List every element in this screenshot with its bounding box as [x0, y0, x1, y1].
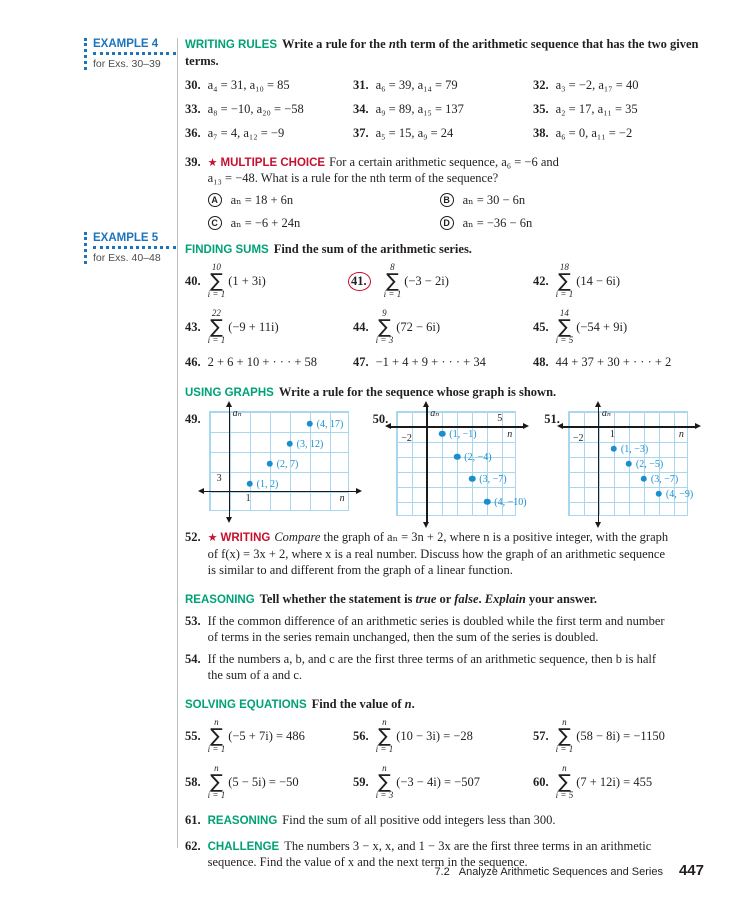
- sequence-graph-49: [209, 407, 349, 511]
- sum-expression: (−54 + 9i): [576, 320, 628, 335]
- equation: (−5 + 7i) = 486: [228, 729, 305, 744]
- reasoning-instruction-true: true: [415, 591, 437, 606]
- y-axis-arrow-up: [423, 401, 429, 407]
- equation: (58 − 8i) = −1150: [576, 729, 665, 744]
- answer-choices: [208, 192, 560, 231]
- section-title: Analyze Arithmetic Sequences and Series: [458, 866, 663, 878]
- example4-badge: [84, 38, 176, 70]
- using-graphs-instruction: Write a rule for the sequence whose graph is shown.: [278, 385, 557, 400]
- star-icon: ★: [207, 156, 218, 169]
- exercise-45: [533, 306, 705, 348]
- writing-rules-heading: [185, 36, 705, 69]
- summation: [556, 309, 574, 345]
- exercise-number: 62.: [185, 838, 201, 853]
- summation: [556, 764, 574, 800]
- choice-c: [208, 215, 440, 231]
- page-number: 447: [678, 862, 704, 879]
- sigma-symbol: ∑: [558, 725, 571, 747]
- exercise-number-circled: 41.: [348, 272, 371, 291]
- sigma-symbol: ∑: [558, 316, 571, 339]
- x-axis-tick: 1: [245, 492, 251, 504]
- exercise-number: 48.: [533, 355, 549, 370]
- point-label: (2, −5): [635, 458, 664, 470]
- y-axis-tick: −2: [572, 432, 584, 444]
- data-point: [306, 421, 313, 428]
- y-axis-label: aₙ: [430, 407, 440, 419]
- exercises-46-48: [185, 354, 705, 370]
- exercise-35: [533, 101, 705, 117]
- choice-d: [440, 215, 560, 231]
- sum-lower-limit: i = 1: [555, 289, 574, 300]
- exercise-51: [544, 407, 694, 516]
- sum-upper-limit: 14: [559, 308, 569, 319]
- exercise-61: [185, 812, 705, 829]
- sum-upper-limit: n: [382, 763, 387, 773]
- sum-upper-limit: n: [382, 717, 387, 727]
- sigma-symbol: ∑: [558, 270, 571, 293]
- exercise-math: a₃ = −2, a₁₇ = 40: [555, 77, 639, 92]
- exercise-number: 31.: [353, 77, 369, 92]
- sigma-symbol: ∑: [210, 771, 223, 793]
- point-label: (4, 17): [316, 418, 344, 430]
- choice-letter-circle: C: [208, 216, 222, 230]
- sum-upper-limit: n: [214, 717, 219, 727]
- exercise-number: 55.: [185, 729, 201, 744]
- sum-expression: (14 − 6i): [576, 274, 621, 289]
- sum-lower-limit: i = 1: [555, 744, 574, 755]
- exercise-42: [533, 260, 705, 302]
- x-axis-label: n: [507, 428, 513, 440]
- choice-b: [440, 192, 560, 208]
- choice-letter-circle: D: [440, 216, 454, 230]
- exercise-number: 58.: [185, 775, 201, 790]
- exercise-61-text: [208, 812, 556, 829]
- page-footer: [434, 862, 704, 879]
- exercise-31: [353, 77, 533, 93]
- question-text-italic: Compare: [274, 529, 321, 544]
- reasoning-instruction-rest: your answer.: [525, 591, 597, 606]
- x-axis: [563, 426, 695, 428]
- exercise-number: 53.: [185, 614, 201, 629]
- exercise-number: 59.: [353, 775, 369, 790]
- point-label: (1, −3): [620, 443, 649, 455]
- exercise-number: 51.: [544, 411, 560, 426]
- exercise-52-text: [208, 529, 676, 578]
- solving-equations-heading: [185, 696, 705, 713]
- exercise-47: [353, 354, 533, 370]
- exercise-number: 46.: [185, 355, 201, 370]
- reasoning-instruction-period: .: [478, 591, 485, 606]
- exercise-math: a₈ = −10, a₂₀ = −58: [207, 101, 304, 116]
- y-axis-tick: 3: [216, 472, 222, 484]
- choice-math: aₙ = −36 − 6n: [462, 216, 533, 231]
- exercise-number: 37.: [353, 125, 369, 140]
- sigma-symbol: ∑: [210, 316, 223, 339]
- sum-upper-limit: 10: [211, 262, 221, 273]
- exercises-49-51: [185, 407, 705, 516]
- solving-equations-instruction: Find the value of: [311, 697, 405, 712]
- exercise-number: 49.: [185, 411, 201, 426]
- exercise-30: [185, 77, 353, 93]
- solving-equations-instruction-var: n: [404, 697, 412, 712]
- exercise-math: a₆ = 0, a₁₁ = −2: [555, 125, 633, 140]
- summation: [376, 309, 394, 345]
- x-axis-label: n: [339, 492, 345, 504]
- reasoning-tag: REASONING: [185, 593, 255, 606]
- sum-upper-limit: 9: [382, 308, 387, 319]
- sum-expression: (1 + 3i): [228, 274, 266, 289]
- y-axis-label: aₙ: [232, 407, 242, 419]
- exercise-39: [185, 154, 705, 232]
- x-axis-tick: 5: [497, 412, 503, 424]
- point-label: (3, −7): [650, 473, 679, 485]
- question-text: The numbers 3 − x, x, and 1 − 3x are the first three terms in an arithmetic sequence. Find the value of x and the next term in the sequence.: [207, 838, 652, 870]
- writing-rules-instruction-var: n: [388, 37, 396, 51]
- exercise-number: 43.: [185, 320, 201, 335]
- exercise-50: [372, 407, 545, 516]
- sequence-graph-51: [568, 407, 694, 516]
- exercise-39-body: [208, 154, 560, 232]
- exercise-number: 30.: [185, 77, 201, 92]
- sum-upper-limit: n: [214, 763, 219, 773]
- point-label: (1, −1): [449, 428, 477, 440]
- exercise-number: 57.: [533, 729, 549, 744]
- exercise-number: 36.: [185, 125, 201, 140]
- exercise-number: 40.: [185, 274, 201, 289]
- choice-math: aₙ = −6 + 24n: [230, 216, 301, 231]
- exercise-number: 52.: [185, 529, 201, 544]
- exercise-math: a₇ = 4, a₁₂ = −9: [207, 125, 285, 140]
- y-axis-arrow-up: [226, 401, 232, 407]
- exercise-number: 47.: [353, 355, 369, 370]
- x-axis-arrow-left: [557, 423, 563, 429]
- statement-text: If the common difference of an arithmetic series is doubled while the first term and number of terms in the series remain unchanged, then the sum of the series is doubled.: [207, 614, 665, 645]
- data-point: [286, 441, 293, 448]
- exercise-number: 34.: [353, 101, 369, 116]
- summation: [208, 263, 226, 299]
- statement-text: If the numbers a, b, and c are the first three terms of an arithmetic sequence, then b is half the sum of a and c.: [207, 652, 657, 683]
- multiple-choice-tag: MULTIPLE CHOICE: [220, 156, 326, 169]
- sum-upper-limit: 22: [211, 308, 221, 319]
- summation: [376, 764, 394, 800]
- using-graphs-tag: USING GRAPHS: [185, 387, 274, 400]
- star-icon: ★: [207, 531, 218, 544]
- y-axis-label: aₙ: [601, 407, 611, 419]
- reasoning-instruction-false: false: [454, 591, 479, 606]
- example5-title: EXAMPLE 5: [93, 232, 176, 249]
- exercise-33: [185, 101, 353, 117]
- exercise-number: 60.: [533, 775, 549, 790]
- sum-upper-limit: n: [562, 717, 567, 727]
- y-axis-arrow-down: [423, 522, 429, 528]
- exercise-40: [185, 260, 353, 302]
- sigma-symbol: ∑: [558, 771, 571, 793]
- summation: [208, 309, 226, 345]
- exercise-37: [353, 125, 533, 141]
- question-text: Find the sum of all positive odd integers less than 300.: [282, 813, 556, 828]
- challenge-tag: CHALLENGE: [207, 840, 280, 853]
- choice-letter-circle: B: [440, 193, 454, 207]
- example4-subtitle: for Exs. 30–39: [93, 58, 161, 70]
- y-axis: [229, 406, 231, 518]
- point-label: (3, 12): [296, 438, 324, 450]
- exercise-46: [185, 354, 353, 370]
- exercise-number: 61.: [185, 813, 201, 828]
- solving-equations-instruction-period: .: [411, 697, 415, 712]
- exercise-math: a₂ = 17, a₁₁ = 35: [555, 101, 638, 116]
- y-axis-arrow-down: [595, 522, 601, 528]
- exercise-number: 45.: [533, 320, 549, 335]
- data-point: [439, 431, 446, 438]
- exercise-38: [533, 125, 705, 141]
- sum-expression: (−9 + 11i): [228, 320, 279, 335]
- exercise-math: a₅ = 15, a₉ = 24: [375, 125, 454, 140]
- sum-lower-limit: i = 1: [207, 289, 226, 300]
- reasoning-tag: REASONING: [207, 815, 278, 828]
- exercise-53: [185, 613, 705, 645]
- choice-math: aₙ = 30 − 6n: [462, 193, 526, 208]
- exercise-math: a₆ = 39, a₁₄ = 79: [375, 77, 458, 92]
- using-graphs-heading: [185, 384, 705, 401]
- sum-lower-limit: i = 1: [207, 790, 226, 801]
- sum-lower-limit: i = 1: [375, 744, 394, 755]
- data-point: [266, 461, 273, 468]
- data-point: [611, 446, 618, 453]
- summation: [556, 718, 574, 754]
- x-axis-arrow-right: [356, 488, 362, 494]
- equation: (7 + 12i) = 455: [576, 775, 653, 790]
- exercise-32: [533, 77, 705, 93]
- y-axis: [598, 406, 600, 523]
- margin-divider-rule: [177, 38, 178, 848]
- summation: [208, 764, 226, 800]
- exercise-number: 54.: [185, 652, 201, 667]
- sum-expression: (−3 − 2i): [404, 274, 449, 289]
- data-point: [641, 476, 648, 483]
- summation: [556, 263, 574, 299]
- finding-sums-instruction: Find the sum of the arithmetic series.: [273, 242, 472, 257]
- writing-rules-instruction-rest: th term of the arithmetic sequence that has the two given terms.: [185, 37, 699, 68]
- exercise-59: [353, 761, 533, 803]
- choice-a: [208, 192, 440, 208]
- writing-tag: WRITING: [220, 531, 271, 544]
- exercises-40-45: [185, 260, 705, 348]
- exercise-55: [185, 715, 353, 757]
- choice-letter-circle: A: [208, 193, 222, 207]
- exercise-43: [185, 306, 353, 348]
- writing-rules-tag: WRITING RULES: [185, 39, 277, 51]
- sum-lower-limit: i = 5: [555, 335, 574, 346]
- sum-expression: (72 − 6i): [396, 320, 441, 335]
- sigma-symbol: ∑: [210, 725, 223, 747]
- x-axis-arrow-left: [385, 423, 391, 429]
- sigma-symbol: ∑: [378, 316, 391, 339]
- exercises-55-60: [185, 715, 705, 803]
- exercise-58: [185, 761, 353, 803]
- exercise-number: 56.: [353, 729, 369, 744]
- data-point: [626, 461, 633, 468]
- summation: [208, 718, 226, 754]
- sum-upper-limit: n: [562, 763, 567, 773]
- equation: (5 − 5i) = −50: [228, 775, 299, 790]
- data-point: [469, 476, 476, 483]
- exercise-57: [533, 715, 705, 757]
- sum-lower-limit: i = 1: [383, 289, 402, 300]
- y-axis: [426, 406, 428, 523]
- sum-lower-limit: i = 3: [375, 790, 394, 801]
- exercise-36: [185, 125, 353, 141]
- question-text: For a certain arithmetic sequence, a₆ = −6 and a₁₃ = −48. What is a rule for the nth term of the sequence?: [207, 154, 559, 186]
- sum-upper-limit: 18: [559, 262, 569, 273]
- summation: [376, 718, 394, 754]
- series-expression: −1 + 4 + 9 + · · · + 34: [375, 355, 486, 370]
- y-axis-tick: −2: [401, 432, 412, 444]
- point-label: (2, 7): [276, 458, 299, 470]
- example5-badge: [84, 232, 176, 264]
- exercise-34: [353, 101, 533, 117]
- equation: (−3 − 4i) = −507: [396, 775, 480, 790]
- data-point: [656, 491, 663, 498]
- sum-lower-limit: i = 3: [375, 335, 394, 346]
- exercise-49: [185, 407, 373, 516]
- exercise-math: a₄ = 31, a₁₀ = 85: [207, 77, 290, 92]
- exercise-number: 35.: [533, 101, 549, 116]
- exercise-39-text: [208, 154, 560, 187]
- exercise-number: 38.: [533, 125, 549, 140]
- exercise-41: [353, 260, 533, 302]
- exercise-56: [353, 715, 533, 757]
- exercise-number: 33.: [185, 101, 201, 116]
- x-axis-arrow-right: [695, 423, 701, 429]
- exercise-54: [185, 651, 705, 683]
- exercise-math: a₉ = 89, a₁₅ = 137: [375, 101, 464, 116]
- sum-lower-limit: i = 1: [207, 335, 226, 346]
- x-axis-tick: 1: [609, 428, 615, 440]
- series-expression: 44 + 37 + 30 + · · · + 2: [555, 355, 672, 370]
- exercise-48: [533, 354, 705, 370]
- sum-upper-limit: 8: [390, 262, 395, 273]
- x-axis-arrow-left: [198, 488, 204, 494]
- x-axis: [204, 491, 356, 493]
- exercise-column: [185, 36, 705, 870]
- exercises-30-38: [185, 77, 705, 141]
- choice-math: aₙ = 18 + 6n: [230, 193, 294, 208]
- sigma-symbol: ∑: [378, 725, 391, 747]
- example5-subtitle: for Exs. 40–48: [93, 252, 161, 264]
- equation: (10 − 3i) = −28: [396, 729, 473, 744]
- data-point: [454, 454, 461, 461]
- series-expression: 2 + 6 + 10 + · · · + 58: [207, 355, 318, 370]
- sigma-symbol: ∑: [210, 270, 223, 293]
- exercise-number: 50.: [372, 411, 389, 426]
- data-point: [246, 481, 253, 488]
- example4-title: EXAMPLE 4: [93, 38, 176, 55]
- point-label: (4, −9): [665, 488, 694, 500]
- reasoning-heading: [185, 591, 705, 608]
- summation: [384, 263, 402, 299]
- y-axis-arrow-down: [226, 517, 232, 523]
- question-text: the graph of aₙ = 3n + 2, where n is a positive integer, with the graph of f(x) = 3x + 2, where x is a real number. Discuss how the graph of an arithmetic sequence is similar to and different from the graph of a linear function.: [207, 529, 669, 577]
- exercise-number: 39.: [185, 154, 201, 169]
- y-axis-arrow-up: [595, 401, 601, 407]
- sequence-graph-50: [396, 407, 527, 516]
- section-number: 7.2: [434, 866, 450, 878]
- sigma-symbol: ∑: [386, 270, 399, 293]
- exercise-60: [533, 761, 705, 803]
- exercise-number: 44.: [353, 320, 369, 335]
- sigma-symbol: ∑: [378, 771, 391, 793]
- finding-sums-heading: [185, 241, 705, 258]
- data-point: [484, 499, 491, 506]
- exercise-number: 42.: [533, 274, 549, 289]
- solving-equations-tag: SOLVING EQUATIONS: [185, 699, 307, 712]
- point-label: (4, −10): [494, 496, 527, 508]
- exercise-44: [353, 306, 533, 348]
- sum-lower-limit: i = 5: [555, 790, 574, 801]
- reasoning-instruction: Tell whether the statement is: [259, 591, 416, 606]
- reasoning-instruction-or: or: [436, 591, 455, 606]
- x-axis-arrow-right: [523, 423, 529, 429]
- writing-rules-instruction: Write a rule for the: [282, 37, 389, 51]
- point-label: (1, 2): [256, 478, 279, 490]
- sum-lower-limit: i = 1: [207, 744, 226, 755]
- point-label: (3, −7): [479, 473, 507, 485]
- exercise-52: [185, 529, 705, 578]
- x-axis: [391, 426, 523, 428]
- reasoning-instruction-explain: Explain: [484, 591, 526, 606]
- exercise-number: 32.: [533, 77, 549, 92]
- point-label: (2, −4): [464, 451, 492, 463]
- x-axis-label: n: [678, 428, 684, 440]
- finding-sums-tag: FINDING SUMS: [185, 244, 269, 257]
